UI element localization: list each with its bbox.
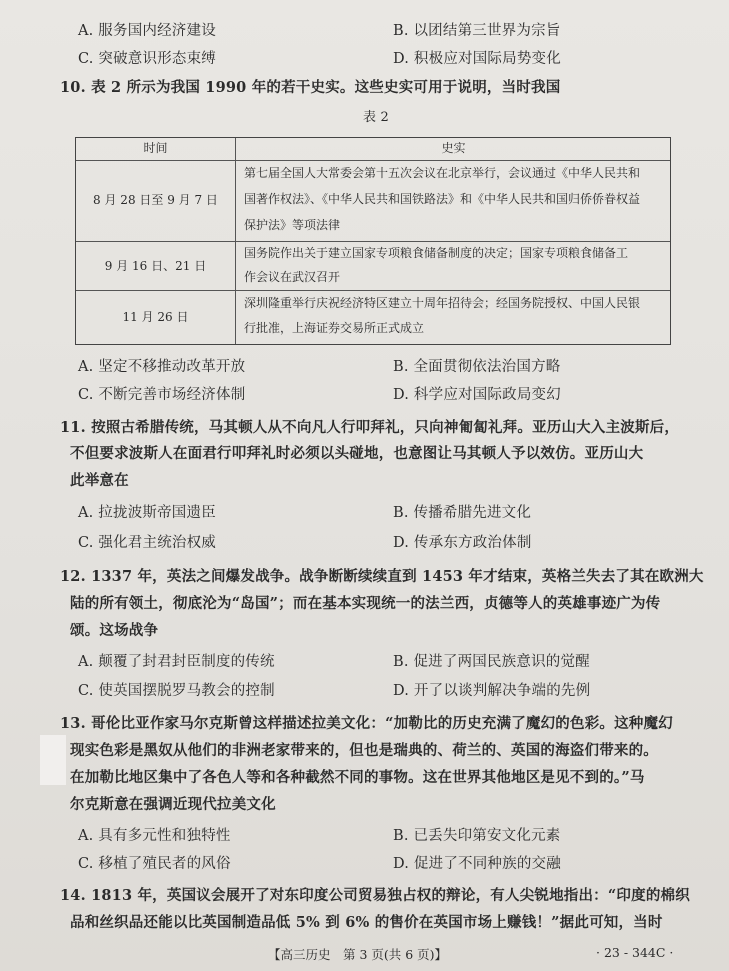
table-row-fact-line: 行批准，上海证券交易所正式成立 xyxy=(244,321,425,335)
q10-option-a: A. 坚定不移推动改革开放 xyxy=(78,359,246,375)
q11-stem-line: 11. 按照古希腊传统，马其顿人从不向凡人行叩拜礼，只向神匍匐礼拜。亚历山大入主波斯后， xyxy=(60,419,680,436)
table-row-fact-line: 深圳隆重举行庆祝经济特区建立十周年招待会；经国务院授权、中国人民银 xyxy=(244,296,641,310)
page-footer-code: · 23 - 344C · xyxy=(596,945,674,960)
q11-option-c: C. 强化君主统治权威 xyxy=(78,535,216,551)
table-row-date: 9 月 16 日、21 日 xyxy=(104,259,207,273)
table-row-fact-line: 第七届全国人大常委会第十五次会议在北京举行，会议通过《中华人民共和 xyxy=(244,166,641,180)
q12-stem-line: 陆的所有领土，彻底沦为“岛国”；而在基本实现统一的法兰西，贞德等人的英雄事迹广为传 xyxy=(70,595,661,612)
q11-option-d: D. 传承东方政治体制 xyxy=(393,535,532,551)
q13-option-a: A. 具有多元性和独特性 xyxy=(78,828,231,844)
table-header-fact: 史实 xyxy=(441,141,466,155)
table-row-fact-line: 国务院作出关于建立国家专项粮食储备制度的决定；国家专项粮食储备工 xyxy=(244,246,629,260)
q11-option-b: B. 传播希腊先进文化 xyxy=(393,505,532,521)
table-row-date: 11 月 26 日 xyxy=(122,310,189,324)
q13-option-d: D. 促进了不同种族的交融 xyxy=(393,856,561,872)
table-header-time: 时间 xyxy=(143,141,168,155)
q13-option-b: B. 已丢失印第安文化元素 xyxy=(393,828,561,844)
q12-option-b: B. 促进了两国民族意识的觉醒 xyxy=(393,654,590,670)
q12-option-d: D. 开了以谈判解决争端的先例 xyxy=(393,683,591,699)
q10-option-c: C. 不断完善市场经济体制 xyxy=(78,387,246,403)
q11-stem-line: 不但要求波斯人在面君行叩拜礼时必须以头碰地，也意图让马其顿人予以效仿。亚历山大 xyxy=(70,445,644,462)
q11-stem-line: 此举意在 xyxy=(70,472,129,489)
q13-stem-line: 在加勒比地区集中了各色人等和各种截然不同的事物。这在世界其他地区是见不到的。”马 xyxy=(70,769,645,786)
q10-stem: 10. 表 2 所示为我国 1990 年的若干史实。这些史实可用于说明，当时我国 xyxy=(60,79,561,96)
paper-glare xyxy=(40,735,66,785)
q13-option-c: C. 移植了殖民者的风俗 xyxy=(78,856,231,872)
table-row-fact-line: 国著作权法》、《中华人民共和国铁路法》和《中华人民共和国归侨侨眷权益 xyxy=(244,192,641,206)
q10-option-b: B. 全面贯彻依法治国方略 xyxy=(393,359,561,375)
q9-option-d: D. 积极应对国际局势变化 xyxy=(393,51,561,67)
q13-stem-line: 尔克斯意在强调近现代拉美文化 xyxy=(70,796,276,813)
table-row-date: 8 月 28 日至 9 月 7 日 xyxy=(93,193,218,207)
q12-stem-line: 颂。这场战争 xyxy=(70,622,159,639)
q9-option-a: A. 服务国内经济建设 xyxy=(78,23,216,39)
q11-option-a: A. 拉拢波斯帝国遗臣 xyxy=(78,505,216,521)
q13-stem-line: 现实色彩是黑奴从他们的非洲老家带来的，但也是瑞典的、荷兰的、英国的海盗们带来的。 xyxy=(70,742,658,759)
q9-option-c: C. 突破意识形态束缚 xyxy=(78,51,216,67)
q9-option-b: B. 以团结第三世界为宗旨 xyxy=(393,23,561,39)
q12-option-a: A. 颠覆了封君封臣制度的传统 xyxy=(78,654,275,670)
table-row-fact-line: 作会议在武汉召开 xyxy=(244,270,341,284)
table-row-fact-line: 保护法》等项法律 xyxy=(244,218,341,232)
q10-option-d: D. 科学应对国际政局变幻 xyxy=(393,387,561,403)
table-caption: 表 2 xyxy=(363,110,390,125)
q12-stem-line: 12. 1337 年，英法之间爆发战争。战争断断续续直到 1453 年才结束，英格兰失去了其在欧洲大 xyxy=(60,568,704,585)
q12-option-c: C. 使英国摆脱罗马教会的控制 xyxy=(78,683,275,699)
page-footer-subject: 【高三历史 第 3 页(共 6 页)】 xyxy=(268,947,448,962)
history-table xyxy=(75,137,671,345)
q13-stem-line: 13. 哥伦比亚作家马尔克斯曾这样描述拉美文化：“加勒比的历史充满了魔幻的色彩。这种魔幻 xyxy=(60,715,673,732)
q14-stem-line: 14. 1813 年，英国议会展开了对东印度公司贸易独占权的辩论，有人尖锐地指出：“印度的棉织 xyxy=(60,887,690,904)
q14-stem-line: 品和丝织品还能以比英国制造品低 5% 到 6% 的售价在英国市场上赚钱！”据此可知，当时 xyxy=(70,914,663,931)
